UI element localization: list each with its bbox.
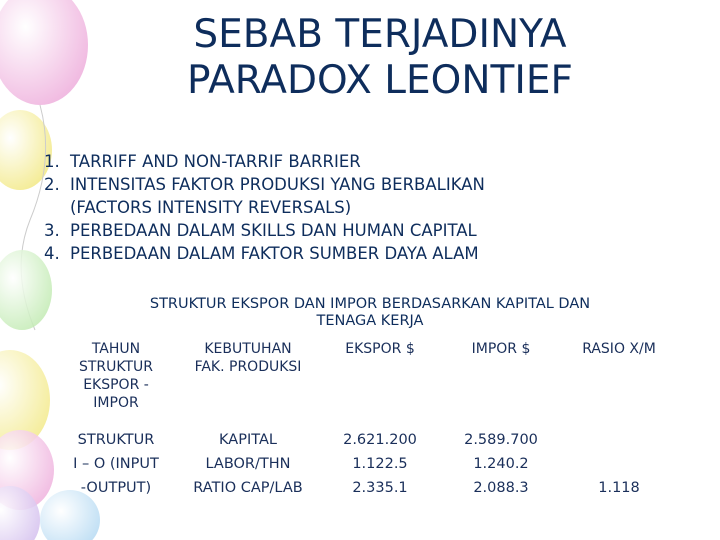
- list-item-number: 3.: [44, 221, 60, 240]
- cell-text: RATIO CAP/LAB: [193, 480, 303, 496]
- slide-title: [100, 12, 660, 104]
- table-heading-line-1: STRUKTUR EKSPOR DAN IMPOR BERDASARKAN KAPITAL DAN: [149, 296, 591, 312]
- list-item-number: 2.: [44, 175, 60, 194]
- cell-ekspor: [322, 428, 438, 500]
- header-text: STRUKTUR: [78, 359, 154, 375]
- list-item-continuation: (FACTORS INTENSITY REVERSALS): [70, 198, 352, 217]
- header-text: EKSPOR $: [345, 341, 415, 357]
- cell-struktur: [58, 428, 174, 500]
- balloon-pink-top: [0, 0, 88, 105]
- header-cell-impor: [438, 340, 564, 428]
- list-item-number: 4.: [44, 244, 60, 263]
- header-text: IMPOR $: [471, 341, 531, 357]
- cell-value: 1.240.2: [473, 456, 529, 472]
- cell-text: I – O (INPUT: [73, 456, 159, 472]
- list-item: [44, 150, 485, 173]
- header-text: IMPOR: [93, 395, 139, 411]
- list-item-text: INTENSITAS FAKTOR PRODUKSI YANG BERBALIKAN: [70, 175, 485, 194]
- list-item-text: PERBEDAAN DALAM SKILLS DAN HUMAN CAPITAL: [70, 221, 477, 240]
- table-heading: [60, 296, 680, 330]
- cell-value: 2.335.1: [352, 480, 408, 496]
- header-cell-kebutuhan: [174, 340, 322, 428]
- header-text: TAHUN: [91, 341, 141, 357]
- list-item-text: TARRIFF AND NON-TARRIF BARRIER: [70, 152, 361, 171]
- causes-list: [44, 150, 485, 265]
- export-import-table: [58, 340, 674, 500]
- cell-value: 2.589.700: [464, 432, 538, 448]
- cell-text: LABOR/THN: [205, 456, 291, 472]
- cell-value: 1.122.5: [352, 456, 408, 472]
- header-text: EKSPOR -: [83, 377, 149, 393]
- title-line-2: PARADOX LEONTIEF: [187, 58, 573, 103]
- cell-value: 2.621.200: [343, 432, 417, 448]
- table-row: [58, 428, 674, 500]
- cell-text: KAPITAL: [219, 432, 277, 448]
- header-text: RASIO X/M: [582, 341, 656, 357]
- list-item: [44, 242, 485, 265]
- list-item-text: PERBEDAAN DALAM FAKTOR SUMBER DAYA ALAM: [70, 244, 479, 263]
- list-item: [44, 173, 485, 196]
- cell-value: 1.118: [598, 480, 640, 496]
- cell-rasio: [564, 428, 674, 500]
- cell-kebutuhan: [174, 428, 322, 500]
- header-cell-ekspor: [322, 340, 438, 428]
- header-cell-tahun: [58, 340, 174, 428]
- cell-text: STRUKTUR: [77, 432, 155, 448]
- header-text: KEBUTUHAN: [204, 341, 292, 357]
- cell-value: 2.088.3: [473, 480, 529, 496]
- list-item: [44, 219, 485, 242]
- header-cell-rasio: [564, 340, 674, 428]
- cell-text: -OUTPUT): [80, 480, 152, 496]
- table-header-row: [58, 340, 674, 428]
- cell-impor: [438, 428, 564, 500]
- list-item-number: 1.: [44, 152, 60, 171]
- title-line-1: SEBAB TERJADINYA: [193, 12, 567, 57]
- header-text: FAK. PRODUKSI: [194, 359, 302, 375]
- table-heading-line-2: TENAGA KERJA: [316, 313, 424, 329]
